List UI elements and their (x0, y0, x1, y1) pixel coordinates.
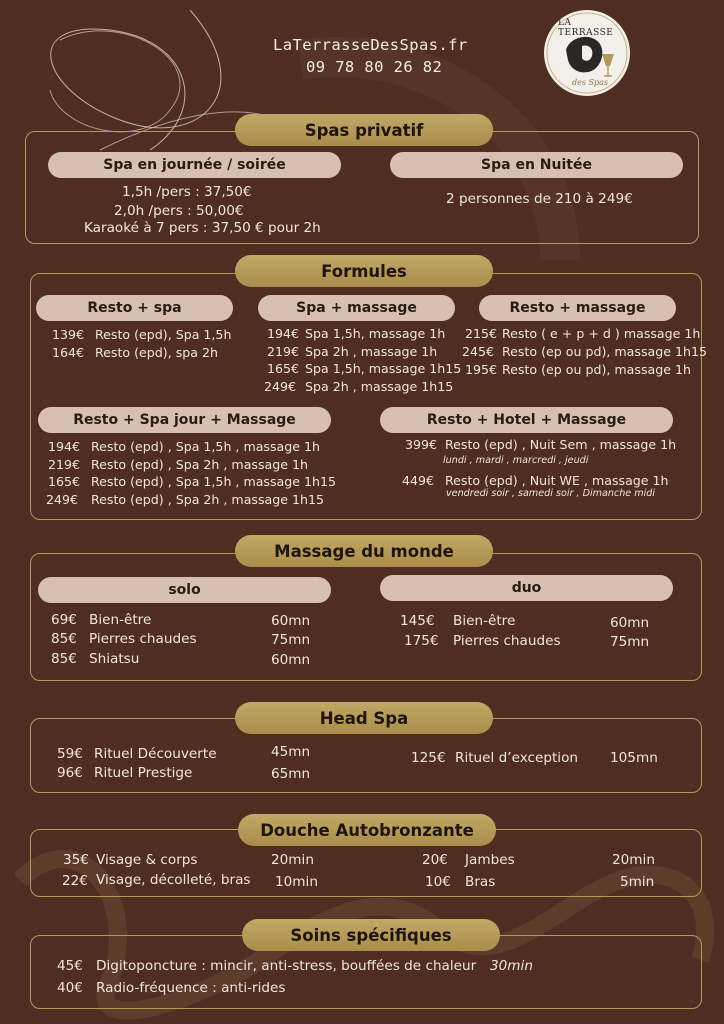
spa-massage-price-1: 194€ (267, 326, 300, 341)
solo-name-3: Shiatsu (89, 651, 140, 667)
resto-spa-desc-2: Resto (epd), spa 2h (95, 345, 218, 360)
spa-massage-desc-1: Spa 1,5h, massage 1h (305, 326, 446, 341)
resto-massage-price-2: 245€ (462, 344, 495, 359)
head-spa-duration-3: 105mn (610, 750, 658, 766)
spa-massage-price-2: 219€ (267, 344, 300, 359)
resto-spa-label: Resto + spa (36, 295, 233, 321)
rhm-price-2: 449€ (402, 473, 435, 488)
rsm-desc-1: Resto (epd) , Spa 1,5h , massage 1h (91, 439, 321, 454)
soins-price-1: 45€ (57, 958, 83, 974)
solo-label: solo (38, 577, 331, 603)
logo-text-top: LA TERRASSE (558, 18, 614, 38)
douche-duration-3: 20min (612, 852, 655, 868)
rsm-price-4: 249€ (46, 492, 79, 507)
phone-number: 09 78 80 26 82 (306, 58, 443, 76)
douche-price-2: 22€ (62, 873, 88, 889)
spas-privatif-title: Spas privatif (235, 114, 493, 146)
head-spa-name-3: Rituel d’exception (455, 750, 579, 766)
duo-name-1: Bien-être (453, 613, 516, 629)
head-spa-duration-1: 45mn (271, 744, 311, 760)
spa-massage-desc-2: Spa 2h , massage 1h (305, 344, 438, 359)
solo-name-1: Bien-être (89, 612, 152, 628)
spa-massage-price-3: 165€ (267, 361, 300, 376)
douche-duration-2: 10min (275, 874, 318, 890)
spa-nuitee-label: Spa en Nuitée (390, 152, 683, 178)
duo-price-1: 145€ (400, 613, 435, 629)
douche-name-1: Visage & corps (96, 852, 198, 868)
rhm-note-2: vendredi soir , samedi soir , Dimanche midi (446, 488, 656, 499)
rsm-price-3: 165€ (48, 474, 81, 489)
spa-massage-desc-4: Spa 2h , massage 1h15 (305, 379, 454, 394)
resto-spa-massage-label: Resto + Spa jour + Massage (38, 407, 331, 433)
soins-duration-1: 30min (490, 958, 533, 974)
resto-massage-desc-3: Resto (ep ou pd), massage 1h (502, 362, 691, 377)
solo-duration-1: 60mn (271, 613, 311, 629)
spa-journee-label: Spa en journée / soirée (48, 152, 341, 178)
spa-massage-label: Spa + massage (258, 295, 455, 321)
rsm-desc-2: Resto (epd) , Spa 2h , massage 1h (91, 457, 308, 472)
formules-title: Formules (235, 255, 493, 287)
solo-price-3: 85€ (51, 651, 77, 667)
massage-monde-title: Massage du monde (235, 535, 493, 567)
duo-price-2: 175€ (404, 633, 439, 649)
head-spa-price-3: 125€ (411, 750, 446, 766)
spa-nuitee-line: 2 personnes de 210 à 249€ (446, 191, 633, 207)
duo-label: duo (380, 575, 673, 601)
soins-title: Soins spécifiques (242, 919, 500, 951)
website-url: LaTerrasseDesSpas.fr (273, 36, 468, 54)
head-spa-name-2: Rituel Prestige (94, 765, 193, 781)
solo-duration-2: 75mn (271, 632, 311, 648)
soins-desc-2: Radio-fréquence : anti-rides (96, 980, 286, 996)
douche-price-4: 10€ (425, 874, 451, 890)
douche-title: Douche Autobronzante (238, 814, 496, 846)
douche-name-4: Bras (465, 874, 496, 890)
logo-text-bottom: des Spas (572, 78, 608, 87)
soins-price-2: 40€ (57, 980, 83, 996)
rsm-desc-4: Resto (epd) , Spa 2h , massage 1h15 (91, 492, 325, 507)
resto-hotel-massage-label: Resto + Hotel + Massage (380, 407, 673, 433)
head-spa-price-1: 59€ (57, 746, 83, 762)
rhm-desc-2: Resto (epd) , Nuit WE , massage 1h (445, 473, 669, 488)
douche-name-3: Jambes (465, 852, 515, 868)
duo-duration-2: 75mn (610, 634, 650, 650)
head-spa-duration-2: 65mn (271, 766, 311, 782)
solo-price-1: 69€ (51, 612, 77, 628)
solo-name-2: Pierres chaudes (89, 631, 197, 647)
solo-duration-3: 60mn (271, 652, 311, 668)
head-spa-price-2: 96€ (57, 765, 83, 781)
spa-journee-line-1: 1,5h /pers : 37,50€ (122, 184, 252, 200)
douche-duration-1: 20min (271, 852, 314, 868)
resto-massage-price-3: 195€ (465, 362, 498, 377)
rsm-price-1: 194€ (48, 439, 81, 454)
logo (544, 10, 630, 96)
soins-desc-1: Digitoponcture : mincir, anti-stress, bouffées de chaleur (96, 958, 477, 974)
resto-spa-price-2: 164€ (52, 345, 85, 360)
resto-massage-price-1: 215€ (465, 326, 498, 341)
duo-duration-1: 60mn (610, 615, 650, 631)
spa-journee-line-2: 2,0h /pers : 50,00€ (114, 203, 244, 219)
douche-duration-4: 5min (620, 874, 655, 890)
spa-massage-price-4: 249€ (264, 379, 297, 394)
rhm-note-1: lundi , mardi , marcredi , jeudi (443, 455, 589, 466)
rhm-desc-1: Resto (epd) , Nuit Sem , massage 1h (445, 437, 677, 452)
rsm-desc-3: Resto (epd) , Spa 1,5h , massage 1h15 (91, 474, 337, 489)
douche-name-2: Visage, décolleté, bras (96, 872, 251, 888)
resto-massage-label: Resto + massage (479, 295, 676, 321)
rhm-price-1: 399€ (405, 437, 438, 452)
spa-massage-desc-3: Spa 1,5h, massage 1h15 (305, 361, 462, 376)
solo-price-2: 85€ (51, 631, 77, 647)
resto-massage-desc-1: Resto ( e + p + d ) massage 1h (502, 326, 701, 341)
spa-journee-line-3: Karaoké à 7 pers : 37,50 € pour 2h (84, 220, 321, 236)
resto-massage-desc-2: Resto (ep ou pd), massage 1h15 (502, 344, 707, 359)
resto-spa-price-1: 139€ (52, 327, 85, 342)
head-spa-name-1: Rituel Découverte (94, 746, 217, 762)
duo-name-2: Pierres chaudes (453, 633, 561, 649)
head-spa-title: Head Spa (235, 702, 493, 734)
douche-price-3: 20€ (422, 852, 448, 868)
douche-price-1: 35€ (63, 852, 89, 868)
rsm-price-2: 219€ (48, 457, 81, 472)
resto-spa-desc-1: Resto (epd), Spa 1,5h (95, 327, 232, 342)
